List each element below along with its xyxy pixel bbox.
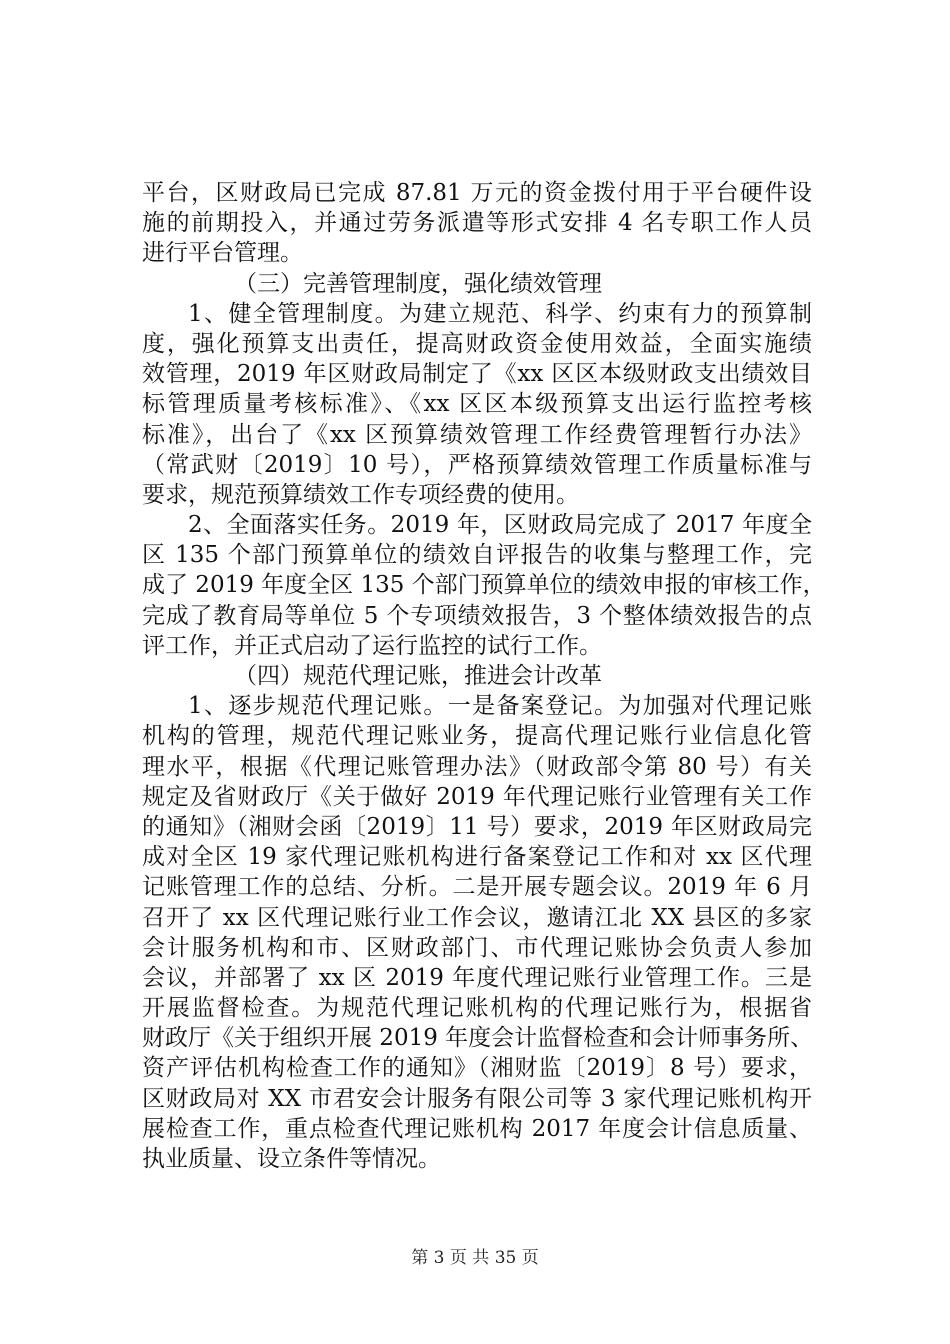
- text-line: 资产评估机构检查工作的通知》（湘财监〔2019〕8 号）要求，: [142, 1055, 812, 1082]
- text-line: 标准》，出台了《xx 区预算绩效管理工作经费管理暂行办法》: [142, 421, 812, 448]
- page-number-footer: 第 3 页 共 35 页: [411, 1248, 539, 1268]
- text-line: 成了 2019 年度全区 135 个部门预算单位的绩效申报的审核工作，: [142, 572, 826, 599]
- text-line: 财政厅《关于组织开展 2019 年度会计监督检查和会计师事务所、: [142, 1025, 814, 1052]
- text-line: 2、全面落实任务。2019 年，区财政局完成了 2017 年度全: [188, 512, 812, 539]
- text-line: 效管理，2019 年区财政局制定了《xx 区区本级财政支出绩效目: [142, 361, 812, 388]
- text-line: 的通知》（湘财会函〔2019〕11 号）要求，2019 年区财政局完: [142, 813, 812, 840]
- text-line: 施的前期投入，并通过劳务派遣等形式安排 4 名专职工作人员: [142, 210, 812, 237]
- text-line: 理水平，根据《代理记账管理办法》（财政部令第 80 号）有关: [142, 753, 812, 780]
- text-line: 完成了教育局等单位 5 个专项绩效报告，3 个整体绩效报告的点: [142, 602, 812, 629]
- text-line: 机构的管理，规范代理记账业务，提高代理记账行业信息化管: [142, 723, 812, 750]
- text-line: 评工作，并正式启动了运行监控的试行工作。: [142, 632, 602, 659]
- section-heading: （三）完善管理制度，强化绩效管理: [234, 270, 602, 297]
- text-line: 展检查工作，重点检查代理记账机构 2017 年度会计信息质量、: [142, 1115, 812, 1142]
- text-line: 成对全区 19 家代理记账机构进行备案登记工作和对 xx 区代理: [142, 844, 812, 871]
- text-line: 区 135 个部门预算单位的绩效自评报告的收集与整理工作，完: [142, 542, 812, 569]
- text-line: 记账管理工作的总结、分析。二是开展专题会议。2019 年 6 月: [142, 874, 812, 901]
- text-line: 平台，区财政局已完成 87.81 万元的资金拨付用于平台硬件设: [142, 180, 812, 206]
- text-line: 会议，并部署了 xx 区 2019 年度代理记账行业管理工作。三是: [142, 964, 812, 991]
- text-line: 要求，规范预算绩效工作专项经费的使用。: [142, 481, 579, 508]
- text-line: 标管理质量考核标准》、《xx 区区本级预算支出运行监控考核: [142, 391, 812, 418]
- text-line: 开展监督检查。为规范代理记账机构的代理记账行为，根据省: [142, 995, 812, 1022]
- text-line: 进行平台管理。: [142, 240, 303, 267]
- section-heading: （四）规范代理记账，推进会计改革: [234, 663, 602, 689]
- text-line: 1、健全管理制度。为建立规范、科学、约束有力的预算制: [188, 300, 812, 327]
- text-line: 区财政局对 XX 市君安会计服务有限公司等 3 家代理记账机构开: [142, 1085, 812, 1112]
- text-line: 召开了 xx 区代理记账行业工作会议，邀请江北 XX 县区的多家: [142, 904, 812, 931]
- text-line: 度，强化预算支出责任，提高财政资金使用效益，全面实施绩: [142, 330, 812, 357]
- document-body: [142, 178, 826, 1174]
- text-line: 1、逐步规范代理记账。一是备案登记。为加强对代理记账: [188, 693, 812, 720]
- text-line: 会计服务机构和市、区财政部门、市代理记账协会负责人参加: [142, 934, 812, 961]
- text-line: （常武财〔2019〕10 号），严格预算绩效管理工作质量标准与: [142, 451, 812, 478]
- text-line: 执业质量、设立条件等情况。: [142, 1146, 441, 1172]
- text-line: 规定及省财政厅《关于做好 2019 年代理记账行业管理有关工作: [142, 783, 812, 810]
